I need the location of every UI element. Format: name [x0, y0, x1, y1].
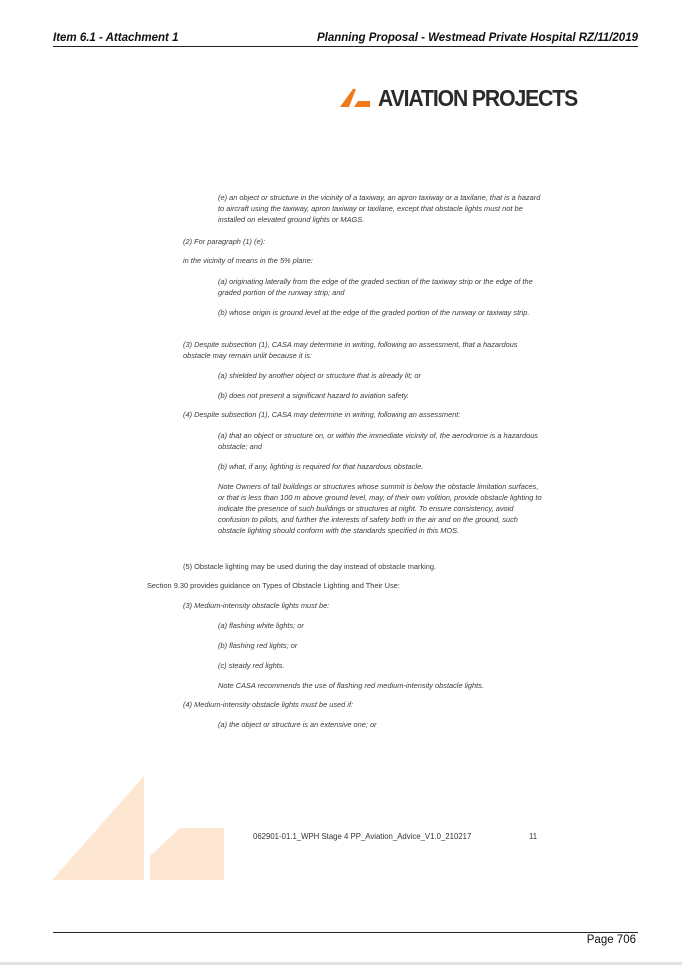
watermark-logo-icon	[52, 770, 227, 882]
paragraph-section-930: Section 9.30 provides guidance on Types of Obstacle Lighting and Their Use:	[147, 581, 400, 590]
footer-document-page: 11	[529, 832, 538, 841]
header-right-title: Planning Proposal - Westmead Private Hospital RZ/11/2019	[316, 32, 638, 44]
paragraph-b3: (b) what, if any, lighting is required for that hazardous obstacle.	[218, 462, 424, 471]
paragraph-a3: (a) that an object or structure on, or within the immediate vicinity of, the aerodrome is a hazardous obstacle; and	[218, 431, 539, 451]
logo-text: AVIATION PROJECTS	[378, 84, 578, 111]
paragraph-a5: (a) the object or structure is an extensive one; or	[218, 720, 377, 729]
paragraph-4: (4) Despite subsection (1), CASA may determine in writing, following an assessment:	[183, 410, 461, 419]
watermark-block	[150, 828, 224, 880]
paragraph-b2: (b) does not present a significant hazard to aviation safety.	[218, 391, 409, 400]
paragraph-3b: (3) Medium-intensity obstacle lights must be:	[183, 601, 330, 610]
paragraph-3: (3) Despite subsection (1), CASA may determine in writing, following an assessment, that a hazardous obstacle may remain unlit because it is:	[183, 340, 518, 360]
paragraph-5: (5) Obstacle lighting may be used during the day instead of obstacle marking.	[183, 562, 437, 571]
paragraph-b1: (b) whose origin is ground level at the edge of the graded portion of the runway or taxiway strip.	[218, 308, 530, 317]
paragraph-a2: (a) shielded by another object or structure that is already lit; or	[218, 371, 421, 380]
footer-rule	[53, 932, 638, 933]
paragraph-a1: (a) originating laterally from the edge of the graded section of the taxiway strip or the edge of the graded portion of the runway strip; and	[218, 277, 533, 297]
paragraph-4b: (4) Medium-intensity obstacle lights must be used if:	[183, 700, 354, 709]
watermark-slash	[52, 776, 144, 880]
header-rule	[53, 46, 638, 47]
logo-mark-block	[354, 101, 370, 107]
footer-document-reference: 062901-01.1_WPH Stage 4 PP_Aviation_Advice_V1.0_210217	[253, 832, 472, 841]
aviation-projects-logo	[340, 84, 594, 112]
paragraph-a4: (a) flashing white lights; or	[218, 621, 304, 630]
paragraph-vicinity: in the vicinity of means in the 5% plane:	[183, 256, 313, 265]
header-left-title: Item 6.1 - Attachment 1	[53, 32, 179, 44]
logo-mark-icon	[340, 87, 372, 109]
paragraph-note2: Note CASA recommends the use of flashing red medium-intensity obstacle lights.	[218, 681, 484, 690]
logo-mark-slash	[340, 89, 356, 107]
paragraph-2: (2) For paragraph (1) (e):	[183, 237, 266, 246]
paragraph-c4: (c) steady red lights.	[218, 661, 285, 670]
paragraph-note1: Note Owners of tall buildings or structures whose summit is below the obstacle limitation surfaces, or that is less than 100 m above ground level, may, of their own volition, provide obstacle lighting to indicate the presence of such buildings or structures at night. To ensure consistency, avoid confusion to pilots, and further the interests of safety both in the air and on the ground, such obstacle lighting should conform with the standards specified in this MOS.	[218, 482, 542, 535]
paragraph-e: (e) an object or structure in the vicinity of a taxiway, an apron taxiway or a taxilane, that is a hazard to aircraft using the taxiway, apron taxiway or taxilane, except that obstacle lights must not be installed on elevated ground lights or MAGS.	[218, 193, 541, 224]
page-number: Page 706	[586, 934, 636, 946]
paragraph-b4: (b) flashing red lights; or	[218, 641, 298, 650]
